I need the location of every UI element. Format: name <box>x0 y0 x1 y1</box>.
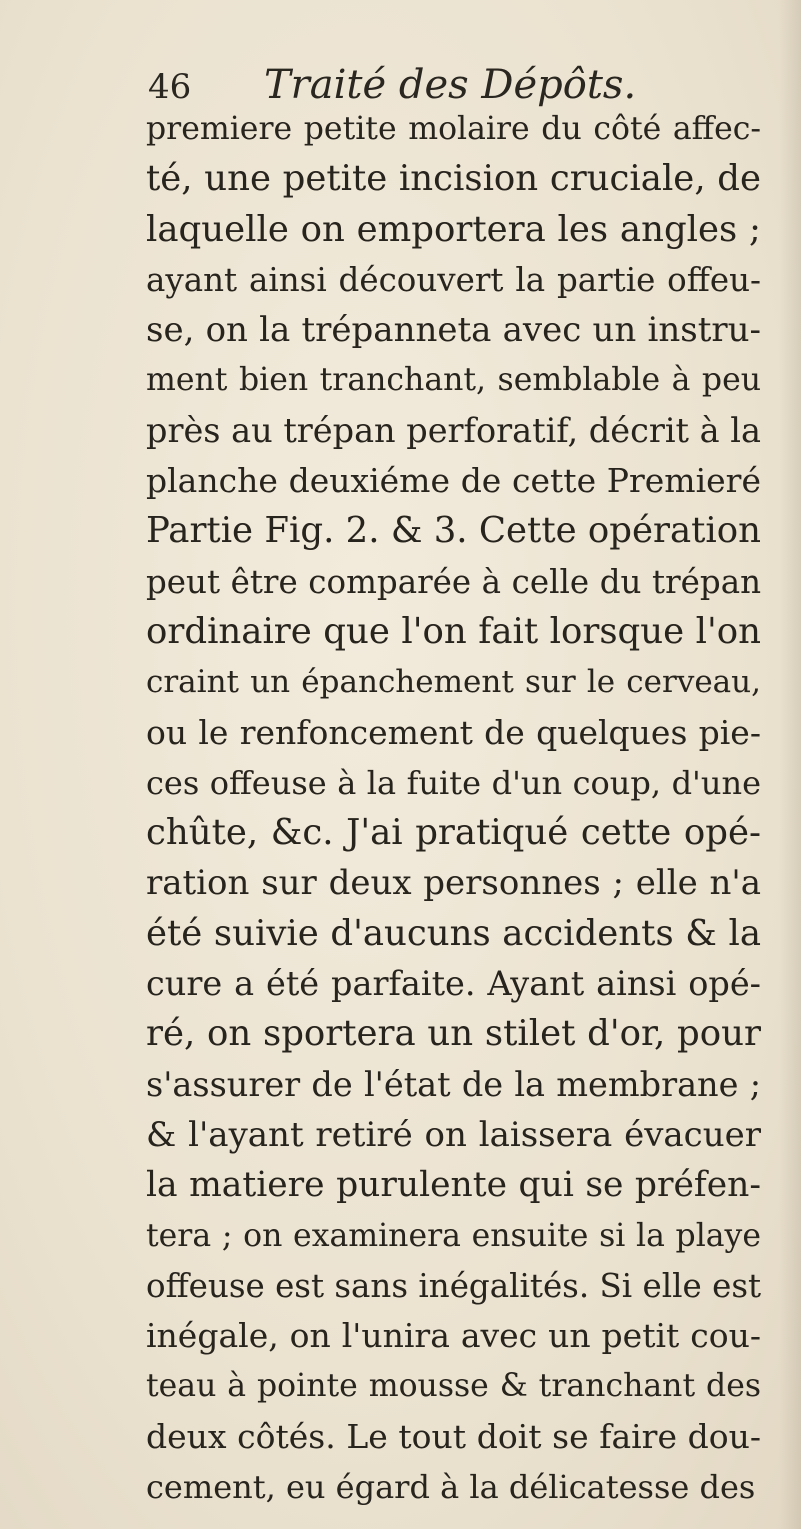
page-number: 46 <box>148 67 192 107</box>
text-line: laquelle on emportera les angles ; <box>146 208 761 250</box>
text-line: ayant ainsi découvert la partie offeu- <box>146 260 761 299</box>
text-line: cement, eu égard à la délicatesse des <box>146 1468 756 1507</box>
page-header <box>148 62 636 108</box>
text-line: peut être comparée à celle du trépan <box>146 562 761 601</box>
text-line: ration sur deux personnes ; elle n'a <box>146 863 761 904</box>
text-line: chûte, &c. J'ai pratiqué cette opé- <box>146 812 761 854</box>
text-line: ré, on sportera un stilet d'or, pour <box>146 1013 761 1055</box>
running-title: Traité des Dépôts. <box>263 62 637 108</box>
text-line: té, une petite incision cruciale, de <box>146 158 761 200</box>
text-line: premiere petite molaire du côté affec- <box>146 111 761 147</box>
text-line: ment bien tranchant, semblable à peu <box>146 362 761 399</box>
text-line: cure a été parfaite. Ayant ainsi opé- <box>146 964 761 1004</box>
text-line: & l'ayant retiré on laissera évacuer <box>146 1114 761 1155</box>
text-line: se, on la trépanneta avec un instru- <box>146 310 761 351</box>
text-line: tera ; on examinera ensuite si la playe <box>146 1217 761 1254</box>
body-text <box>146 104 761 1512</box>
text-line: offeuse est sans inégalités. Si elle est <box>146 1266 761 1305</box>
text-line: près au trépan perforatif, décrit à la <box>146 410 761 450</box>
text-line: ordinaire que l'on fait lorsque l'on <box>146 610 761 652</box>
text-line: planche deuxiéme de cette Premieré <box>146 461 761 501</box>
text-line: teau à pointe mousse & tranchant des <box>146 1368 761 1405</box>
text-line: ces offeuse à la fuite d'un coup, d'une <box>146 763 761 802</box>
text-line: la matiere purulente qui se préfen- <box>146 1165 761 1206</box>
text-line: été suivie d'aucuns accidents & la <box>146 912 761 954</box>
text-line: Partie Fig. 2. & 3. Cette opération <box>146 510 761 552</box>
text-line: deux côtés. Le tout doit se faire dou- <box>146 1416 761 1456</box>
text-line: craint un épanchement sur le cerveau, <box>146 664 761 701</box>
text-line: s'assurer de l'état de la membrane ; <box>146 1064 761 1104</box>
text-line: ou le renfoncement de quelques pie- <box>146 712 761 752</box>
page-edge-shadow <box>779 0 801 1529</box>
text-line: inégale, on l'unira avec un petit cou- <box>146 1316 761 1356</box>
